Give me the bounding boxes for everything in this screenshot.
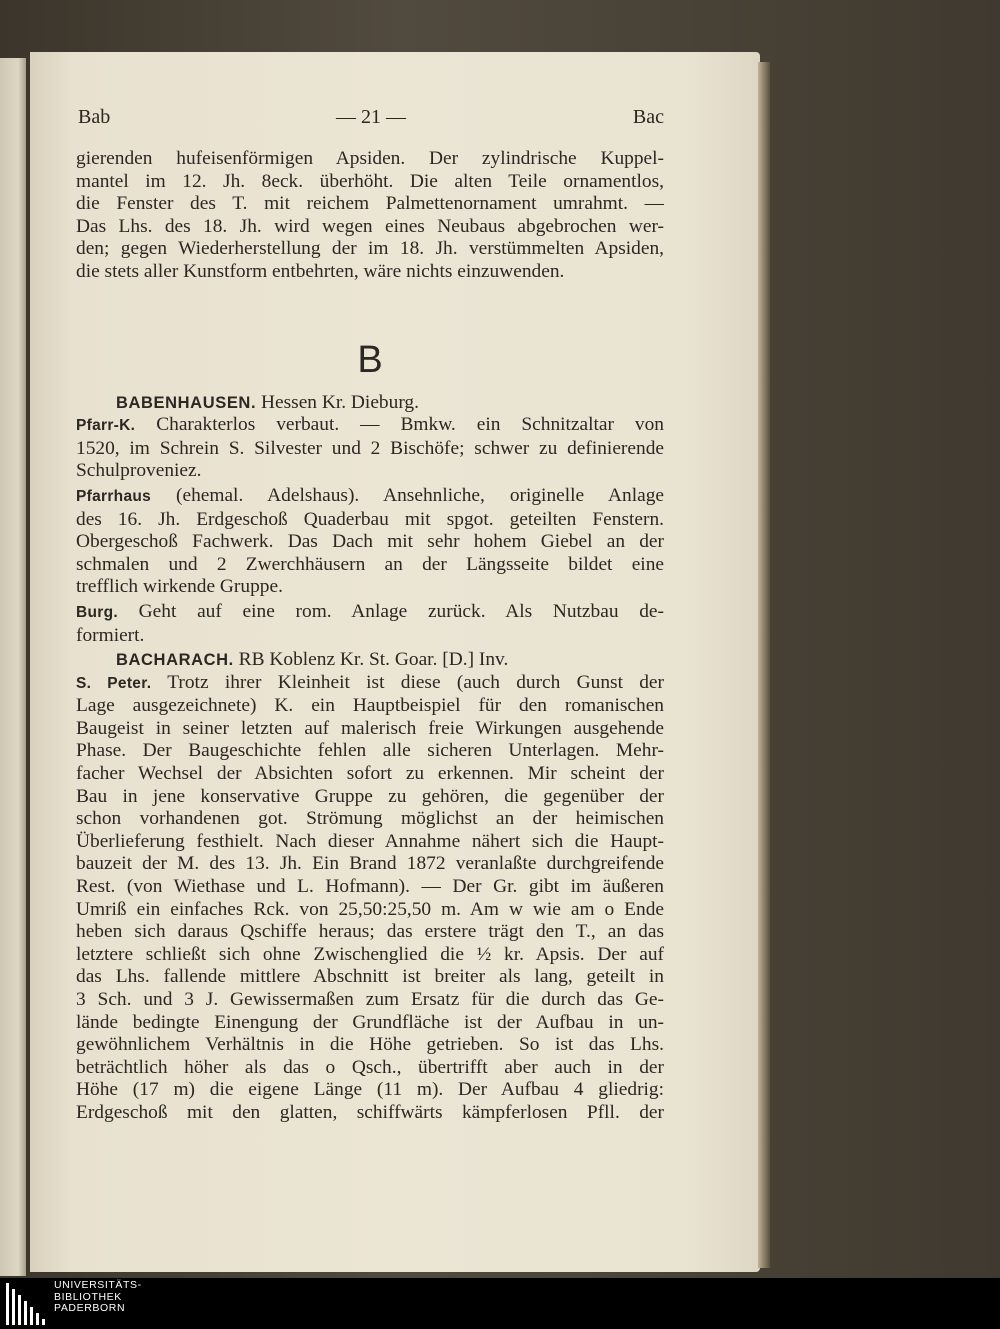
place-name: BACHARACH.	[116, 651, 234, 670]
paragraph-s-peter	[76, 672, 664, 1125]
text-line: Höhe (17 m) die eigene Länge (11 m). Der Aufbau 4 gliedrig:	[76, 1079, 664, 1101]
text-line: Überlieferung festhielt. Nach dieser Annahme nähert sich die Haupt-	[76, 830, 664, 852]
text-line: letztere schließt sich ohne Zwischenglied die ½ kr. Apsis. Der auf	[76, 943, 664, 965]
paragraph-pfarr-k	[76, 414, 664, 483]
keyword-pfarr-k: Pfarr-K.	[76, 417, 136, 435]
header-left-keyword: Bab	[78, 106, 111, 128]
entry-bacharach	[76, 649, 664, 672]
text-line: facher Wechsel der Absichten sofort zu erkennen. Mir scheint der	[76, 763, 664, 785]
text-line: Pfarrhaus (ehemal. Adelshaus). Ansehnliche, originelle Anlage	[76, 484, 664, 506]
text-line: schmalen und 2 Zwerchhäusern an der Längsseite bildet eine	[76, 553, 664, 575]
page-number: — 21 —	[336, 106, 406, 128]
library-line: PADERBORN	[54, 1302, 126, 1314]
place-location: RB Koblenz Kr. St. Goar. [D.] Inv.	[233, 649, 509, 671]
running-header	[78, 106, 664, 136]
place-location: Hessen Kr. Dieburg.	[256, 391, 419, 413]
text-line: mantel im 12. Jh. 8eck. überhöht. Die alten Teile ornamentlos,	[76, 170, 664, 192]
text-line: das Lhs. fallende mittlere Abschnitt ist breiter als lang, geteilt in	[76, 966, 664, 988]
text-line: Das Lhs. des 18. Jh. wird wegen eines Neubaus abgebrochen wer-	[76, 215, 664, 237]
text-line: die stets aller Kunstform entbehrten, wäre nichts einzuwenden.	[76, 260, 565, 282]
paragraph-pfarrhaus	[76, 485, 664, 599]
text-line: gewöhnlichem Verhältnis in die Höhe getrieben. So ist das Lhs.	[76, 1034, 664, 1056]
text-line: den; gegen Wiederherstellung der im 18. Jh. verstümmelten Apsiden,	[76, 238, 664, 260]
text-line: Bau in jene konservative Gruppe zu gehören, die gegenüber der	[76, 785, 664, 807]
text-line: 1520, im Schrein S. Silvester und 2 Bischöfe; schwer zu definierende	[76, 437, 664, 459]
text-line: Burg. Geht auf eine rom. Anlage zurück. Als Nutzbau de-	[76, 600, 664, 622]
entry-babenhausen	[76, 392, 664, 415]
facing-page-edge	[0, 58, 26, 1276]
entry-heading-line	[116, 392, 664, 415]
text-line: trefflich wirkende Gruppe.	[76, 576, 283, 598]
entry-heading-line	[116, 649, 664, 672]
text-line: Schulproveniez.	[76, 460, 202, 482]
text-line: Pfarr-K. Charakterlos verbaut. — Bmkw. ein Schnitzaltar von	[76, 414, 664, 436]
text-line: heben sich daraus Qschiffe heraus; das erstere trägt den T., an das	[76, 921, 664, 943]
text-line: Lage ausgezeichnete) K. ein Hauptbeispiel für den romanischen	[76, 695, 664, 717]
text-line: schon vorhandenen got. Strömung möglichst an der heimischen	[76, 808, 664, 830]
text-line: formiert.	[76, 624, 145, 646]
paragraph-burg	[76, 601, 664, 647]
text-line: Umriß ein einfaches Rck. von 25,50:25,50 m. Am w wie am o Ende	[76, 898, 664, 920]
library-logo-icon	[6, 1281, 50, 1327]
text-line: S. Peter. Trotz ihrer Kleinheit ist diese (auch durch Gunst der	[76, 671, 664, 693]
section-letter: B	[357, 338, 383, 381]
text-line: gierenden hufeisenförmigen Apsiden. Der zylindrische Kuppel-	[76, 148, 664, 169]
text-line: Erdgeschoß mit den glatten, schiffwärts kämpferlosen Pfll. der	[76, 1101, 664, 1123]
text-line: Rest. (von Wiethase und L. Hofmann). — Der Gr. gibt im äußeren	[76, 876, 664, 898]
header-right-keyword: Bac	[632, 106, 664, 128]
footer-bar	[0, 1278, 1000, 1329]
library-line: BIBLIOTHEK	[54, 1290, 122, 1303]
text-line: die Fenster des T. mit reichem Palmettenornament umrahmt. —	[76, 193, 664, 215]
place-name: BABENHAUSEN.	[116, 393, 257, 412]
keyword-pfarrhaus: Pfarrhaus	[76, 487, 152, 505]
library-name	[54, 1280, 142, 1315]
page-body	[76, 148, 664, 1125]
text-line: bauzeit der M. des 13. Jh. Ein Brand 1872 veranlaßte durchgreifende	[76, 853, 664, 875]
text-line: Obergeschoß Fachwerk. Das Dach mit sehr hohem Giebel an der	[76, 531, 664, 553]
keyword-burg: Burg.	[76, 603, 118, 621]
library-line: UNIVERSITÄTS-	[54, 1279, 142, 1291]
keyword-s-peter: S. Peter.	[76, 674, 152, 692]
text-line: beträchtlich höher als das o Qsch., übertrifft aber auch in der	[76, 1056, 664, 1078]
text-line: des 16. Jh. Erdgeschoß Quaderbau mit spgot. geteilten Fenstern.	[76, 508, 664, 530]
text-line: 3 Sch. und 3 J. Gewissermaßen zum Ersatz für die durch das Ge-	[76, 989, 664, 1010]
page-stack-edge	[758, 62, 770, 1268]
text-line: Phase. Der Baugeschichte fehlen alle sicheren Unterlagen. Mehr-	[76, 740, 664, 762]
text-line: lände bedingte Einengung der Grundfläche ist der Aufbau in un-	[76, 1011, 664, 1033]
intro-paragraph	[76, 148, 664, 284]
text-line: Baugeist in seiner letzten auf malerisch freie Wirkungen ausgehende	[76, 717, 664, 739]
